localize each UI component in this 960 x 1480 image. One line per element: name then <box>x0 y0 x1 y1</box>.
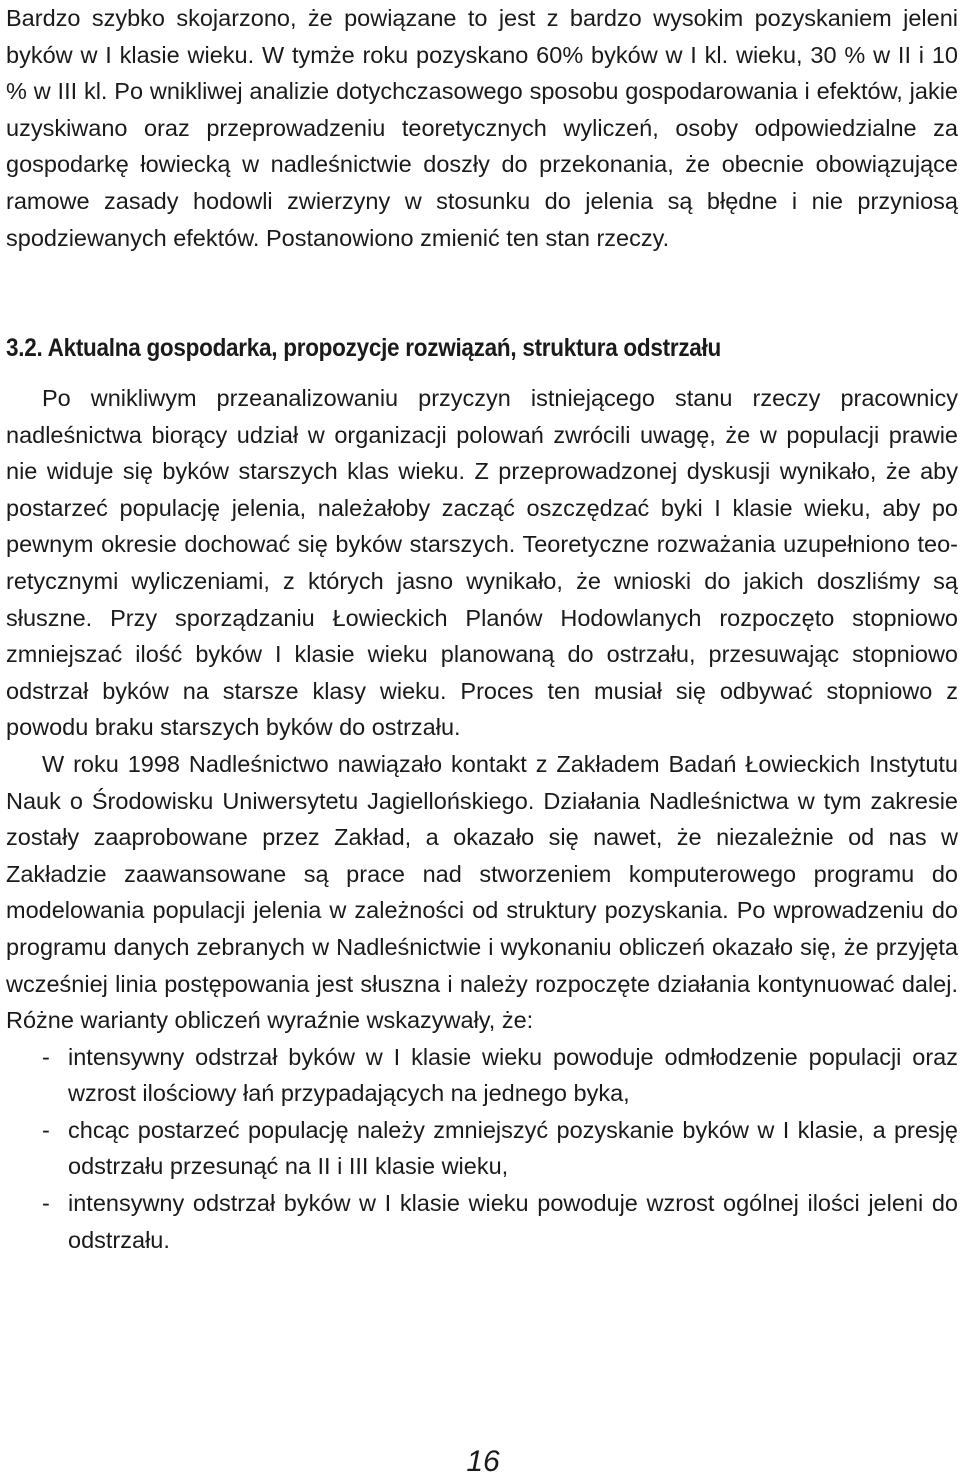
body-paragraph-1: Po wnikliwym przeanalizowaniu przyczyn istniejącego stanu rzeczy pracownicy nadleśnictwa biorący udział w organizacji polowań zwrócili uwagę, że w populacji prawie nie widuje się byków starszych klas wieku. Z przeprowadzonej dyskusji wynikało, że aby postarzeć populację jelenia, należałoby zacząć oszczędzać byki I klasie wieku, aby po pewnym okresie dochować się byków starszych. Teoretyczne rozważania uzupełniono teoretycznymi wyliczeniami, z których jasno wynikało, że wnioski do jakich doszliśmy są słuszne. Przy sporządzaniu Łowieckich Planów Hodowlanych rozpoczęto stopniowo zmniejszać ilość byków I klasie wieku planowaną do ostrzału, przesuwając stopniowo odstrzał byków na starsze klasy wieku. Proces ten musiał się odbywać stopniowo z powodu braku starszych byków do ostrzału. <box>6 385 958 741</box>
page-number: 16 <box>466 1445 500 1478</box>
section-heading: 3.2. Aktualna gospodarka, propozycje rozwiązań, struktura odstrzału <box>6 334 722 362</box>
list-dash: - <box>42 1190 50 1217</box>
conclusions-list <box>6 1039 958 1259</box>
list-item <box>6 1039 958 1112</box>
list-item <box>6 1112 958 1185</box>
section-body <box>6 380 958 1258</box>
list-item-text: chcąc postarzeć populację należy zmniejszyć pozyskanie byków w I klasie, a presję odstrzału przesunąć na II i III klasie wieku, <box>68 1116 958 1180</box>
list-item-text: intensywny odstrzał byków w I klasie wieku powoduje wzrost ogólnej ilości jeleni do odstrzału. <box>68 1190 958 1253</box>
continuation-paragraph: Bardzo szybko skojarzono, że powiązane to jest z bardzo wysokim pozyskaniem jeleni byków w I klasie wieku. W tymże roku pozyskano 60% byków w I kl. wieku, 30 % w II i 10 % w III kl. Po wnikliwej analizie dotychczasowego sposobu gospodarowania i efektów, jakie uzyskiwano oraz przeprowadzeniu teoretycznych wyliczeń, osoby odpowiedzialne za gospodarkę łowiecką w nadleśnictwie doszły do przekonania, że obecnie obowiązujące ramowe zasady hodowli zwierzyny w stosunku do jelenia są błędne i nie przyniosą spodziewanych efektów. Postanowiono zmienić ten stan rzeczy. <box>6 5 958 251</box>
list-dash: - <box>42 1116 50 1143</box>
list-item <box>6 1185 958 1258</box>
list-dash: - <box>42 1043 50 1070</box>
body-paragraph-2: W roku 1998 Nadleśnictwo nawiązało kontakt z Zakładem Badań Łowieckich Instytutu Nauk o Środowisku Uniwersytetu Jagiellońskiego. Działania Nadleśnictwa w tym zakresie zostały zaaprobowane przez Zakład, a okazało się nawet, że niezależnie od nas w Zakładzie zaawansowane są prace nad stworzeniem komputerowego programu do modelowania populacji jelenia w zależności od struktury pozyskania. Po wprowadzeniu do programu danych zebranych w Nadleśnictwie i wykonaniu obliczeń okazało się, że przyjęta wcześniej linia postępowania jest słuszna i należy rozpoczęte działania kontynuować dalej. Różne warianty obliczeń wyraźnie wskazywały, że: <box>6 750 958 1034</box>
continuation-text-block <box>6 0 958 256</box>
list-item-text: intensywny odstrzał byków w I klasie wieku powoduje odmłodzenie populacji oraz wzrost ilościowy łań przypadających na jednego byka, <box>68 1043 958 1107</box>
